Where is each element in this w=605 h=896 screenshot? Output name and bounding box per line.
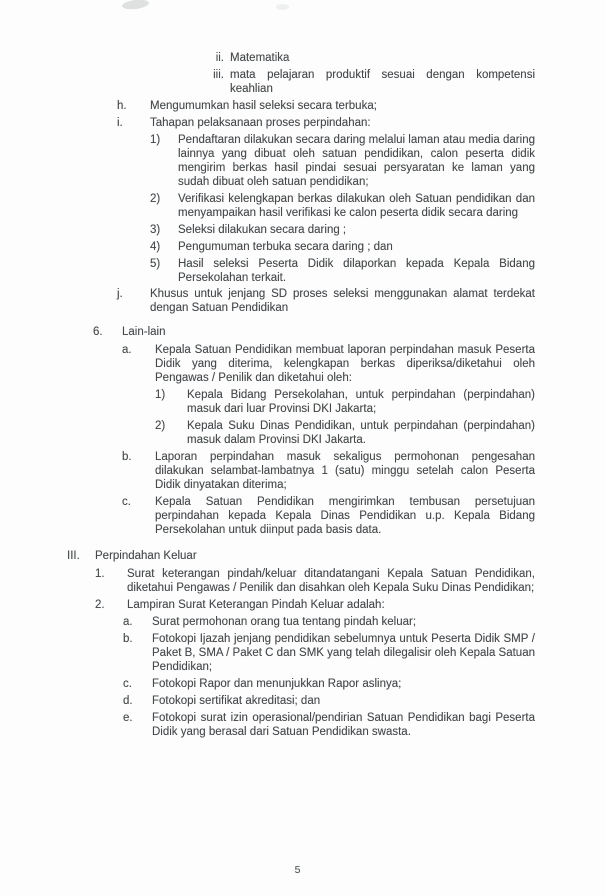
list-marker: b. <box>123 633 133 645</box>
list-marker: 2) <box>155 420 166 432</box>
list-item-text: Fotokopi Rapor dan menunjukkan Rapor aslinya; <box>152 678 402 690</box>
list-marker: 5) <box>150 258 161 270</box>
step-2 <box>0 192 535 220</box>
attachment-e <box>0 711 535 739</box>
list-item-text: Kepala Satuan Pendidikan mengirimkan tembusan persetujuan perpindahan kepada Kepala Dinas Pendidikan u.p. Kepala Bidang Persekolahan untuk diinput pada basis data. <box>155 496 535 536</box>
step-1 <box>0 133 535 189</box>
list-item-text: Laporan perpindahan masuk sekaligus permohonan pengesahan dilakukan selambat-lambatnya 1 (satu) minggu setelah calon Peserta Didik dinyatakan diterima; <box>155 451 535 491</box>
section-6-heading <box>0 325 535 339</box>
list-item-text: Fotokopi surat izin operasional/pendirian Satuan Pendidikan bagi Peserta Didik yang berasal dari Satuan Pendidikan swasta. <box>152 712 535 738</box>
list-item-text: Seleksi dilakukan secara daring ; <box>178 224 347 236</box>
document-body <box>0 51 535 739</box>
item-iii-1 <box>0 567 535 595</box>
list-item-text: mata pelajaran produktif sesuai dengan kompetensi keahlian <box>230 69 535 95</box>
list-marker: 6. <box>93 326 103 338</box>
list-marker: a. <box>123 616 133 628</box>
step-4 <box>0 240 535 254</box>
page-number: 5 <box>294 864 301 876</box>
attachment-d <box>0 694 535 708</box>
list-item-text: Verifikasi kelengkapan berkas dilakukan oleh Satuan pendidikan dan menyampaikan hasil verifikasi ke calon peserta didik secara daring <box>178 193 535 219</box>
step-3 <box>0 223 535 237</box>
list-marker: 1. <box>95 568 105 580</box>
list-marker: 1) <box>150 134 161 146</box>
list-marker: d. <box>123 695 133 707</box>
list-item-h <box>0 99 535 113</box>
step-5 <box>0 257 535 285</box>
list-item-text: Hasil seleksi Peserta Didik dilaporkan kepada Kepala Bidang Persekolahan terkait. <box>178 258 535 284</box>
list-item-text: Pendaftaran dilakukan secara daring melalui laman atau media daring lainnya yang dibuat oleh satuan pendidikan, calon peserta didik mengirim berkas hasil pindai sesuai persyaratan ke laman yang sudah dibuat oleh satuan pendidikan; <box>178 134 535 188</box>
list-marker: i. <box>117 117 123 129</box>
list-item-text: Mengumumkan hasil seleksi secara terbuka; <box>150 100 377 112</box>
list-item-iii <box>0 68 535 96</box>
list-item-text: Fotokopi Ijazah jenjang pendidikan sebelumnya untuk Peserta Didik SMP / Paket B, SMA / Paket C dan SMK yang telah dilegalisir oleh Kepala Satuan Pendidikan; <box>152 633 535 673</box>
section-title: Perpindahan Keluar <box>95 550 197 562</box>
list-marker: 2) <box>150 193 161 205</box>
subitem-6a-2 <box>0 419 535 447</box>
list-marker: 2. <box>95 599 105 611</box>
list-item-text: Matematika <box>230 52 290 64</box>
list-item-text: Khusus untuk jenjang SD proses seleksi menggunakan alamat terdekat dengan Satuan Pendidikan <box>150 288 535 314</box>
list-marker: j. <box>117 288 123 300</box>
item-6b <box>0 450 535 492</box>
list-marker: c. <box>123 678 132 690</box>
attachment-b <box>0 632 535 674</box>
list-item-ii <box>0 51 535 65</box>
list-marker: 1) <box>155 389 166 401</box>
list-item-text: Pengumuman terbuka secara daring ; dan <box>178 241 393 253</box>
list-item-i <box>0 116 535 130</box>
list-item-text: Surat permohonan orang tua tentang pindah keluar; <box>152 616 417 628</box>
attachment-a <box>0 615 535 629</box>
list-item-text: Kepala Satuan Pendidikan membuat laporan perpindahan masuk Peserta Didik yang diterima, kelengkapan berkas diperiksa/diketahui oleh Pengawas / Penilik dan diketahui oleh: <box>155 344 535 384</box>
list-item-text: Tahapan pelaksanaan proses perpindahan: <box>150 117 371 129</box>
list-marker: c. <box>122 496 131 508</box>
attachment-c <box>0 677 535 691</box>
list-marker: a. <box>122 344 132 356</box>
list-marker: 4) <box>150 241 161 253</box>
list-marker: h. <box>117 100 127 112</box>
ink-smudge <box>276 4 289 10</box>
list-item-text: Surat keterangan pindah/keluar ditandatangani Kepala Satuan Pendidikan, diketahui Pengawas / Penilik dan disahkan oleh Kepala Suku Dinas Pendidikan; <box>127 568 535 594</box>
ink-smudge <box>122 0 150 11</box>
section-iii-heading <box>0 549 535 563</box>
list-marker: iii. <box>213 69 224 81</box>
subitem-6a-1 <box>0 388 535 416</box>
list-marker: b. <box>122 451 132 463</box>
list-item-text: Fotokopi sertifikat akreditasi; dan <box>152 695 321 707</box>
list-item-text: Kepala Suku Dinas Pendidikan, untuk perpindahan (perpindahan) masuk dalam Provinsi DKI Jakarta. <box>187 420 535 446</box>
list-marker: ii. <box>215 52 224 64</box>
list-marker: 3) <box>150 224 161 236</box>
item-6c <box>0 495 535 537</box>
list-marker: III. <box>67 550 80 562</box>
list-marker: e. <box>123 712 133 724</box>
section-title: Lain-lain <box>122 326 166 338</box>
list-item-j <box>0 287 535 315</box>
list-item-text: Kepala Bidang Persekolahan, untuk perpindahan (perpindahan) masuk dari luar Provinsi DKI Jakarta; <box>187 389 535 415</box>
list-item-text: Lampiran Surat Keterangan Pindah Keluar adalah: <box>127 599 385 611</box>
item-6a <box>0 343 535 385</box>
item-iii-2 <box>0 598 535 612</box>
